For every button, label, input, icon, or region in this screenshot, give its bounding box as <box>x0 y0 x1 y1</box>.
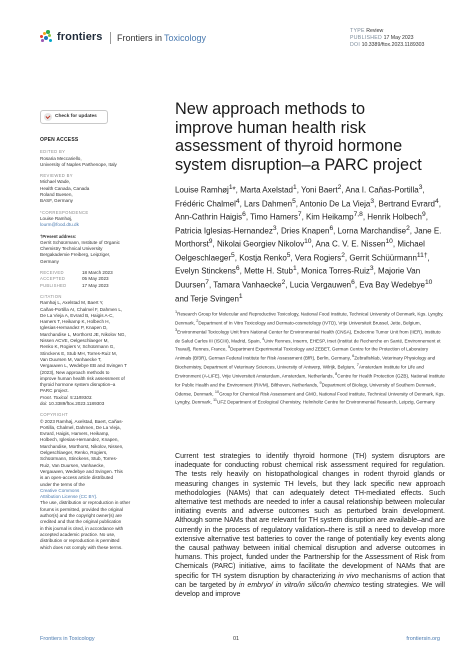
check-updates-label: Check for updates <box>55 113 97 119</box>
citation-heading: CITATION <box>40 293 62 299</box>
accepted-label: ACCEPTED <box>40 276 66 282</box>
copyright-heading: COPYRIGHT <box>40 412 69 418</box>
present-address-heading: †Present address: <box>40 233 77 239</box>
citation-block <box>40 300 162 407</box>
open-access-label: OPEN ACCESS <box>40 137 79 143</box>
footer-site-link[interactable]: frontiersin.org <box>406 636 440 642</box>
article-meta <box>350 28 440 49</box>
page-number: 01 <box>233 636 240 642</box>
title-line: system disruption–a PARC project <box>175 155 422 174</box>
frontiers-logo[interactable] <box>40 30 103 44</box>
edited-by-heading: EDITED BY <box>40 149 66 155</box>
citation-line: Iglesias-Hernandez P, Knapen D, <box>40 325 108 331</box>
copyright-line: Vergauwen, Wedebye and Svingen. This <box>40 468 123 474</box>
doi-label: DOI <box>350 42 361 48</box>
article-dates <box>40 270 162 289</box>
citation-line: Stinckens E, Stub MH, Torres-Ruiz M, <box>40 350 118 356</box>
citation-line: Nissen ACVE, Oelgeschlaeger M, <box>40 338 109 344</box>
type-label: TYPE <box>350 28 365 34</box>
license-line: accepted academic practice. No use, <box>40 531 116 537</box>
copyright-line: Portilla, Chalmel, Dahmen, De La Vieja, <box>40 424 121 430</box>
abstract-text: Current test strategies to identify thyroid hormone (TH) system disruptors are inadequate for conducting robust chemical risk assessment required for regulation. The tests rely heavily on histopathological changes in rodent thyroid glands or measuring changes in systemic TH levels, but they lack specific new approach methodologies (NAMs) that can adequately detect TH-mediated effects. Such alternative test methods are needed to infer a causal relationship between molecular initiating events and adverse outcomes such as perturbed brain development. Although some NAMs that are relevant for TH system disruption are available–and are currently in the process of regulatory validation–there is still a need to develop more extensive alternative test batteries to cover the range of potentially key events along the causal pathway between initial chemical disruption and adverse outcomes in humans. This project, funded under the Partnership for the Assessment of Risk from Chemicals (PARC) initiative, aims to facilitate the development of NAMs that are specific for TH system disruption by characterizing in vivo mechanisms of action that can be targeted by in embryo/ in vitro/in silico/in chemico testing strategies. We will develop and improve <box>175 453 445 599</box>
citation-line: Ramhøj L, Axelstad M, Baert Y, <box>40 300 104 306</box>
copyright-line: Holbech, Iglesias-Hernandez, Knapen, <box>40 437 119 443</box>
copyright-line: Schüürmann, Stinckens, Stub, Torres- <box>40 456 118 462</box>
check-updates-icon <box>44 113 52 121</box>
license-link[interactable]: Creative Commons <box>40 487 80 493</box>
citation-line: Hamers T, Heikamp K, Holbech H, <box>40 319 110 325</box>
page-footer <box>40 636 440 646</box>
reviewed-by-heading: REVIEWED BY <box>40 173 73 179</box>
published-date: 17 May 2023 <box>82 282 109 288</box>
correspondence-email-link[interactable]: lourm@food.dtu.dk <box>40 222 79 228</box>
title-line: assessment of thyroid hormone <box>175 137 403 155</box>
citation-doi[interactable]: doi: 10.3389/ftox.2023.1189303 <box>40 400 105 406</box>
license-line: The use, distribution or reproduction in other <box>40 500 131 506</box>
page-header <box>40 28 440 50</box>
published-label: PUBLISHED <box>350 35 383 41</box>
received-label: RECEIVED <box>40 270 64 276</box>
copyright-line: © 2023 Ramhøj, Axelstad, Baert, Cañas- <box>40 418 124 424</box>
citation-line: thyroid hormone system disruption–a <box>40 382 116 388</box>
present-address-line: Bergakademie Freiberg, Leipziger, <box>40 252 111 258</box>
received-date: 18 March 2023 <box>82 270 113 276</box>
correspondence-heading: *CORRESPONDENCE <box>40 209 89 215</box>
correspondence-name: Louise Ramhøj, <box>40 215 73 221</box>
article-title <box>175 100 445 174</box>
edited-by-line: Rosaria Meccariello, <box>40 155 82 161</box>
logo-text: frontiers <box>57 31 103 43</box>
license-line: in this journal is cited, in accordance with <box>40 525 124 531</box>
license-line: which does not comply with these terms. <box>40 544 123 550</box>
title-line: improve human health risk <box>175 118 366 137</box>
title-line: New approach methods to <box>175 100 366 118</box>
edited-by-list <box>40 156 162 169</box>
sidebar <box>40 110 162 552</box>
copyright-line: under the terms of the <box>40 481 85 487</box>
copyright-line: Evrard, Haigis, Hamers, Heikamp, <box>40 431 110 437</box>
present-address-line: Germany <box>40 258 59 264</box>
citation-line: improve human health risk assessment of <box>40 375 125 381</box>
citation-line: PARC project. <box>40 388 69 394</box>
header-divider <box>110 32 111 44</box>
copyright-line: Oelgeschlaeger, Renko, Rogiers, <box>40 450 108 456</box>
reviewed-by-list <box>40 179 162 204</box>
type-value: Review <box>366 28 384 34</box>
reviewed-by-line: Roland Buesen, <box>40 192 73 198</box>
reviewed-by-line: BASF, Germany <box>40 198 73 204</box>
present-address-line: Chemistry Technical University <box>40 246 103 252</box>
license-line: credited and that the original publication <box>40 519 122 525</box>
citation-line: Vergauwen L, Wedebye EB and Svingen T <box>40 363 127 369</box>
footer-journal-link[interactable]: Frontiers in Toxicology <box>40 636 95 642</box>
present-address-line: Gerrit Schüürmann, Institute of Organic <box>40 239 120 245</box>
license-link[interactable]: Attribution License (CC BY). <box>40 494 98 500</box>
edited-by-line: University of Naples Parthenope, Italy <box>40 161 117 167</box>
reviewed-by-line: Health Canada, Canada <box>40 185 90 191</box>
copyright-line: Marchandise, Morthorst, Nikolov, Nissen, <box>40 443 124 449</box>
citation-line: De La Vieja A, Evrard B, Haigis A-C, <box>40 312 114 318</box>
accepted-date: 05 May 2023 <box>82 276 109 282</box>
citation-line: Van Duursen M, Vanhaecke T, <box>40 356 102 362</box>
license-line: distribution or reproduction is permitted <box>40 538 120 544</box>
journal-name-link[interactable]: Toxicology <box>164 33 207 43</box>
copyright-block <box>40 419 162 551</box>
journal-title <box>104 32 206 44</box>
frontiers-logo-icon <box>40 30 54 44</box>
citation-line: Marchandise L, Morthorst JE, Nikolov NG, <box>40 331 126 337</box>
doi-value[interactable]: 10.3389/ftox.2023.1189303 <box>361 42 425 48</box>
published-value: 17 May 2023 <box>383 35 414 41</box>
check-for-updates-button[interactable] <box>40 110 108 124</box>
citation-line: Cañas-Portilla AI, Chalmel F, Dahmen L, <box>40 306 123 312</box>
copyright-line: is an open-access article distributed <box>40 475 114 481</box>
license-line: forums is permitted, provided the original <box>40 506 123 512</box>
correspondence-block <box>40 216 162 229</box>
copyright-line: Ruiz, Van Duursen, Vanhaecke, <box>40 462 105 468</box>
citation-line: (2023), New approach methods to <box>40 369 110 375</box>
citation-line: Renko K, Rogiers V, Schüürmann G, <box>40 344 115 350</box>
main-content <box>175 100 445 406</box>
journal-prefix: Frontiers in <box>117 33 163 43</box>
citation-journal: Front. Toxicol. 5:1189303. <box>40 394 93 400</box>
affiliations: $^1$Research Group for Molecular and Reproductive Toxicology, National Food Institute, Technical University of Denmark, Kgs. Lyngby, Denmark, $^2$Department of In Vitro Toxicology and Dermato-cosmetology (IVTD), Vrije Universiteit Brussel, Jette, Belgium, $^3$Environmental Toxicology Unit from National Center for Environmental Health (CNSA), Endocrine Tumor Unit from (IIER), Instituto de Salud Carlos III (ISCIII), Madrid, Spain, $^4$Univ Rennes, Inserm, EHESP, Irset (Institut de Recherche en Santé, Environnement et Travail), Rennes, France, $^5$Department Experimental Toxicology and ZEBET, German Centre for the Protection of Laboratory Animals (Bf3R), German Federal Institute for Risk Assessment (BfR), Berlin, Germany, $^6$Zebrafishlab, Veterinary Physiology and Biochemistry, Department of Veterinary Sciences, University of Antwerp, Wilrijk, Belgium, $^7$Amsterdam Institute for Life and Environment (A-LIFE), Vrije Universiteit Amsterdam, Amsterdam, Netherlands, $^8$Centre for Health Protection (GZB), National Institute for Public Health and the Environment (RIVM), Bilthoven, Netherlands, $^9$Department of Biology, University of Southern Denmark, Odense, Denmark, $^{10}$Group for Chemical Risk Assessment and GMO, National Food Institute, Technical University of Denmark, Kgs. Lyngby, Denmark, $^{11}$UFZ Department of Ecological Chemistry, Helmholtz Centre for Environmental Research, Leipzig, Germany <box>175 310 445 405</box>
reviewed-by-line: Michael Wade, <box>40 179 71 185</box>
license-line: author(s) and the copyright owner(s) are <box>40 513 122 519</box>
present-address-block <box>40 240 162 265</box>
published-date-label: PUBLISHED <box>40 282 67 288</box>
author-list: Louise Ramhøj$^1$*, Marta Axelstad$^1$, Yoni Baert$^2$, Ana I. Cañas-Portilla$^3$, Frédéric Chalmel$^4$, Lars Dahmen$^5$, Antonio De La Vieja$^3$, Bertrand Evrard$^4$, Ann-Cathrin Haigis$^6$, Timo Hamers$^7$, Kim Heikamp$^{7,8}$, Henrik Holbech$^9$, Patricia Iglesias-Hernandez$^3$, Dries Knapen$^6$, Lorna Marchandise$^2$, Jane E. Morthorst$^9$, Nikolai Georgiev Nikolov$^{10}$, Ana C. V. E. Nissen$^{10}$, Michael Oelgeschlaeger$^5$, Kostja Renko$^5$, Vera Rogiers$^2$, Gerrit Schüürmann$^{11\dagger}$, Evelyn Stinckens$^6$, Mette H. Stub$^1$, Monica Torres-Ruiz$^3$, Majorie Van Duursen$^7$, Tamara Vanhaecke$^2$, Lucia Vergauwen$^6$, Eva Bay Wedebye$^{10}$ and Terje Svingen$^1$ <box>175 184 442 304</box>
